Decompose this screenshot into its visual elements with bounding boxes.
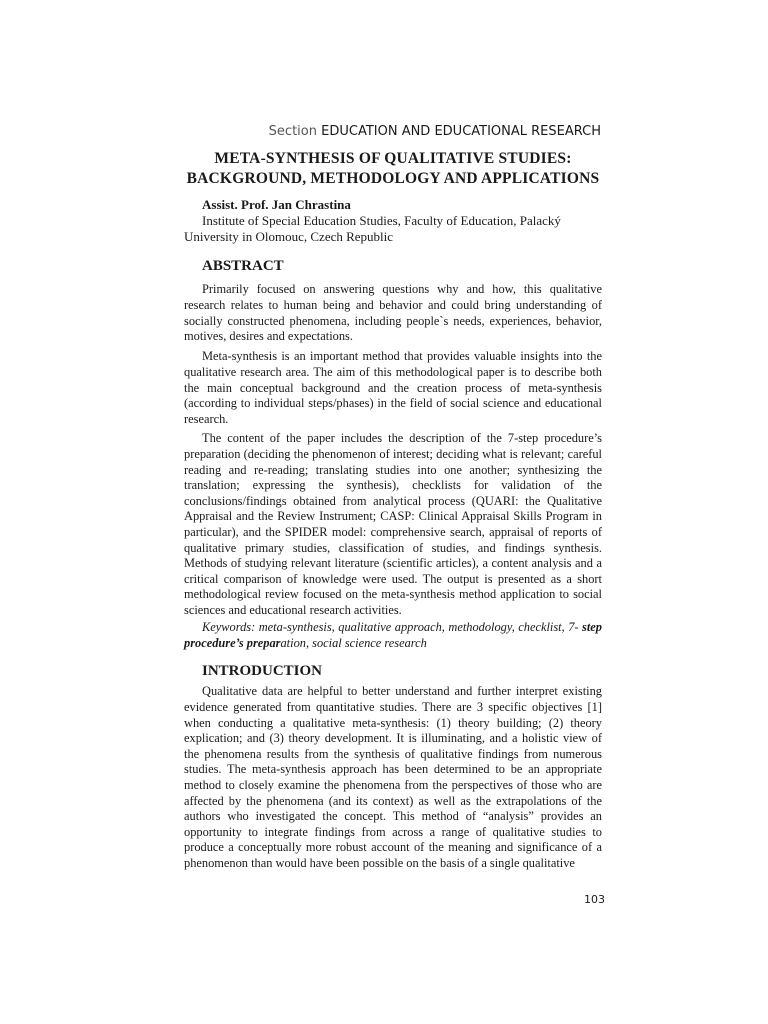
keywords-label: Keywords: <box>202 620 256 634</box>
keywords <box>184 619 602 651</box>
introduction-paragraph: Qualitative data are helpful to better understand and further interpret existing evidence generated from quantitative studies. There are 3 specific objectives [1] when conducting a qualitative meta-synthesis: (1) theory building; (2) theory explication; and (3) theory development. It is illuminating, and a holistic view of the phenomena results from the synthesis of qualitative findings from numerous studies. The meta-synthesis approach has been determined to be an appropriate method to closely examine the phenomena from the perspectives of those who are affected by the phenomena (and its context) as well as the extrapolations of the authors who investigated the concept. This method of “analysis” provides an opportunity to integrate findings from across a range of qualitative studies to produce a conceptually more robust account of the meaning and significance of a phenomenon than would have been possible on the basis of a single qualitative <box>184 684 602 870</box>
section-name: EDUCATION AND EDUCATIONAL RESEARCH <box>321 124 601 139</box>
paper-title <box>184 149 602 189</box>
title-line-2: BACKGROUND, METHODOLOGY AND APPLICATIONS <box>186 170 600 187</box>
keywords-text-1: meta-synthesis, qualitative approach, methodology, checklist, 7- <box>258 620 579 634</box>
abstract-paragraph-2: Meta-synthesis is an important method that provides valuable insights into the qualitative research area. The aim of this methodological paper is to describe both the main conceptual background and the creation process of meta-synthesis (according to individual steps/phases) in the field of social science and educational research. <box>184 349 602 426</box>
abstract-heading: ABSTRACT <box>202 258 284 274</box>
keywords-text-bold: step procedure’s prepar <box>184 620 602 650</box>
title-line-1: META-SYNTHESIS OF QUALITATIVE STUDIES: <box>214 150 572 167</box>
abstract-paragraph-3: The content of the paper includes the description of the 7-step procedure’s preparation (deciding the phenomenon of interest; deciding what is relevant; careful reading and re-reading; translating studies into one another; synthesizing the translation; expressing the synthesis), checklists for validation of the conclusions/findings obtained from analytical process (QUARI: the Qualitative Appraisal and the Review Instrument; CASP: Clinical Appraisal Skills Program in particular), and the SPIDER model: comprehensive search, appraisal of reports of qualitative primary studies, classification of studies, and findings synthesis. Methods of studying relevant literature (scientific articles), a content analysis and a critical comparison of knowledge were used. The output is presented as a short methodological review focused on the meta-synthesis method application to social sciences and educational research activities. <box>184 431 602 617</box>
author-affiliation: Institute of Special Education Studies, Faculty of Education, Palacký University in Olomouc, Czech Republic <box>184 213 561 244</box>
author-name: Assist. Prof. Jan Chrastina <box>202 197 351 212</box>
page-number: 103 <box>584 893 605 906</box>
abstract-paragraph-1: Primarily focused on answering questions why and how, this qualitative research relates to human being and behavior and could bring understanding of socially constructed phenomena, including people`s needs, experiences, behavior, motives, desires and expectations. <box>184 282 602 344</box>
section-prefix: Section <box>268 124 317 139</box>
section-header <box>269 124 601 139</box>
keywords-text-2: ation, social science research <box>280 636 427 650</box>
introduction-heading: INTRODUCTION <box>202 663 323 679</box>
